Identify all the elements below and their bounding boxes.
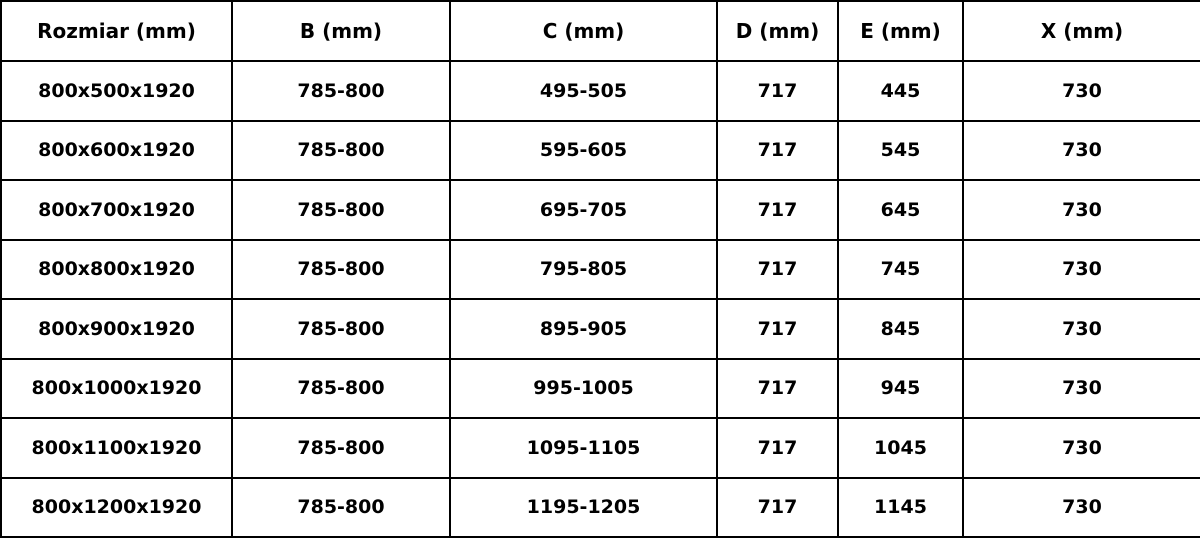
cell-b: 785-800 <box>232 359 450 419</box>
cell-e: 1145 <box>838 478 963 538</box>
cell-b: 785-800 <box>232 61 450 121</box>
cell-x: 730 <box>963 180 1200 240</box>
cell-rozmiar: 800x900x1920 <box>1 299 232 359</box>
column-header-b: B (mm) <box>232 1 450 61</box>
column-header-d: D (mm) <box>717 1 838 61</box>
cell-c: 595-605 <box>450 121 717 181</box>
cell-b: 785-800 <box>232 180 450 240</box>
cell-d: 717 <box>717 418 838 478</box>
cell-c: 495-505 <box>450 61 717 121</box>
cell-x: 730 <box>963 240 1200 300</box>
table-row <box>1 61 1200 121</box>
cell-b: 785-800 <box>232 418 450 478</box>
cell-e: 845 <box>838 299 963 359</box>
cell-rozmiar: 800x500x1920 <box>1 61 232 121</box>
cell-rozmiar: 800x1000x1920 <box>1 359 232 419</box>
cell-b: 785-800 <box>232 121 450 181</box>
cell-c: 795-805 <box>450 240 717 300</box>
cell-x: 730 <box>963 61 1200 121</box>
cell-c: 895-905 <box>450 299 717 359</box>
table-body <box>1 61 1200 537</box>
cell-d: 717 <box>717 121 838 181</box>
table-row <box>1 478 1200 538</box>
table-row <box>1 359 1200 419</box>
table-row <box>1 299 1200 359</box>
cell-e: 645 <box>838 180 963 240</box>
cell-x: 730 <box>963 121 1200 181</box>
cell-d: 717 <box>717 478 838 538</box>
cell-rozmiar: 800x800x1920 <box>1 240 232 300</box>
cell-c: 1095-1105 <box>450 418 717 478</box>
cell-e: 445 <box>838 61 963 121</box>
cell-c: 1195-1205 <box>450 478 717 538</box>
cell-rozmiar: 800x1200x1920 <box>1 478 232 538</box>
cell-c: 995-1005 <box>450 359 717 419</box>
cell-d: 717 <box>717 240 838 300</box>
cell-b: 785-800 <box>232 240 450 300</box>
column-header-x: X (mm) <box>963 1 1200 61</box>
table-row <box>1 180 1200 240</box>
column-header-c: C (mm) <box>450 1 717 61</box>
cell-rozmiar: 800x700x1920 <box>1 180 232 240</box>
cell-x: 730 <box>963 359 1200 419</box>
cell-b: 785-800 <box>232 478 450 538</box>
table-row <box>1 240 1200 300</box>
table-row <box>1 418 1200 478</box>
cell-e: 1045 <box>838 418 963 478</box>
table-header-row <box>1 1 1200 61</box>
table-header <box>1 1 1200 61</box>
cell-rozmiar: 800x1100x1920 <box>1 418 232 478</box>
cell-x: 730 <box>963 478 1200 538</box>
table-row <box>1 121 1200 181</box>
cell-d: 717 <box>717 61 838 121</box>
cell-e: 945 <box>838 359 963 419</box>
cell-e: 545 <box>838 121 963 181</box>
cell-e: 745 <box>838 240 963 300</box>
cell-c: 695-705 <box>450 180 717 240</box>
cell-d: 717 <box>717 299 838 359</box>
cell-x: 730 <box>963 299 1200 359</box>
cell-d: 717 <box>717 180 838 240</box>
cell-b: 785-800 <box>232 299 450 359</box>
column-header-rozmiar: Rozmiar (mm) <box>1 1 232 61</box>
column-header-e: E (mm) <box>838 1 963 61</box>
cell-x: 730 <box>963 418 1200 478</box>
cell-d: 717 <box>717 359 838 419</box>
cell-rozmiar: 800x600x1920 <box>1 121 232 181</box>
